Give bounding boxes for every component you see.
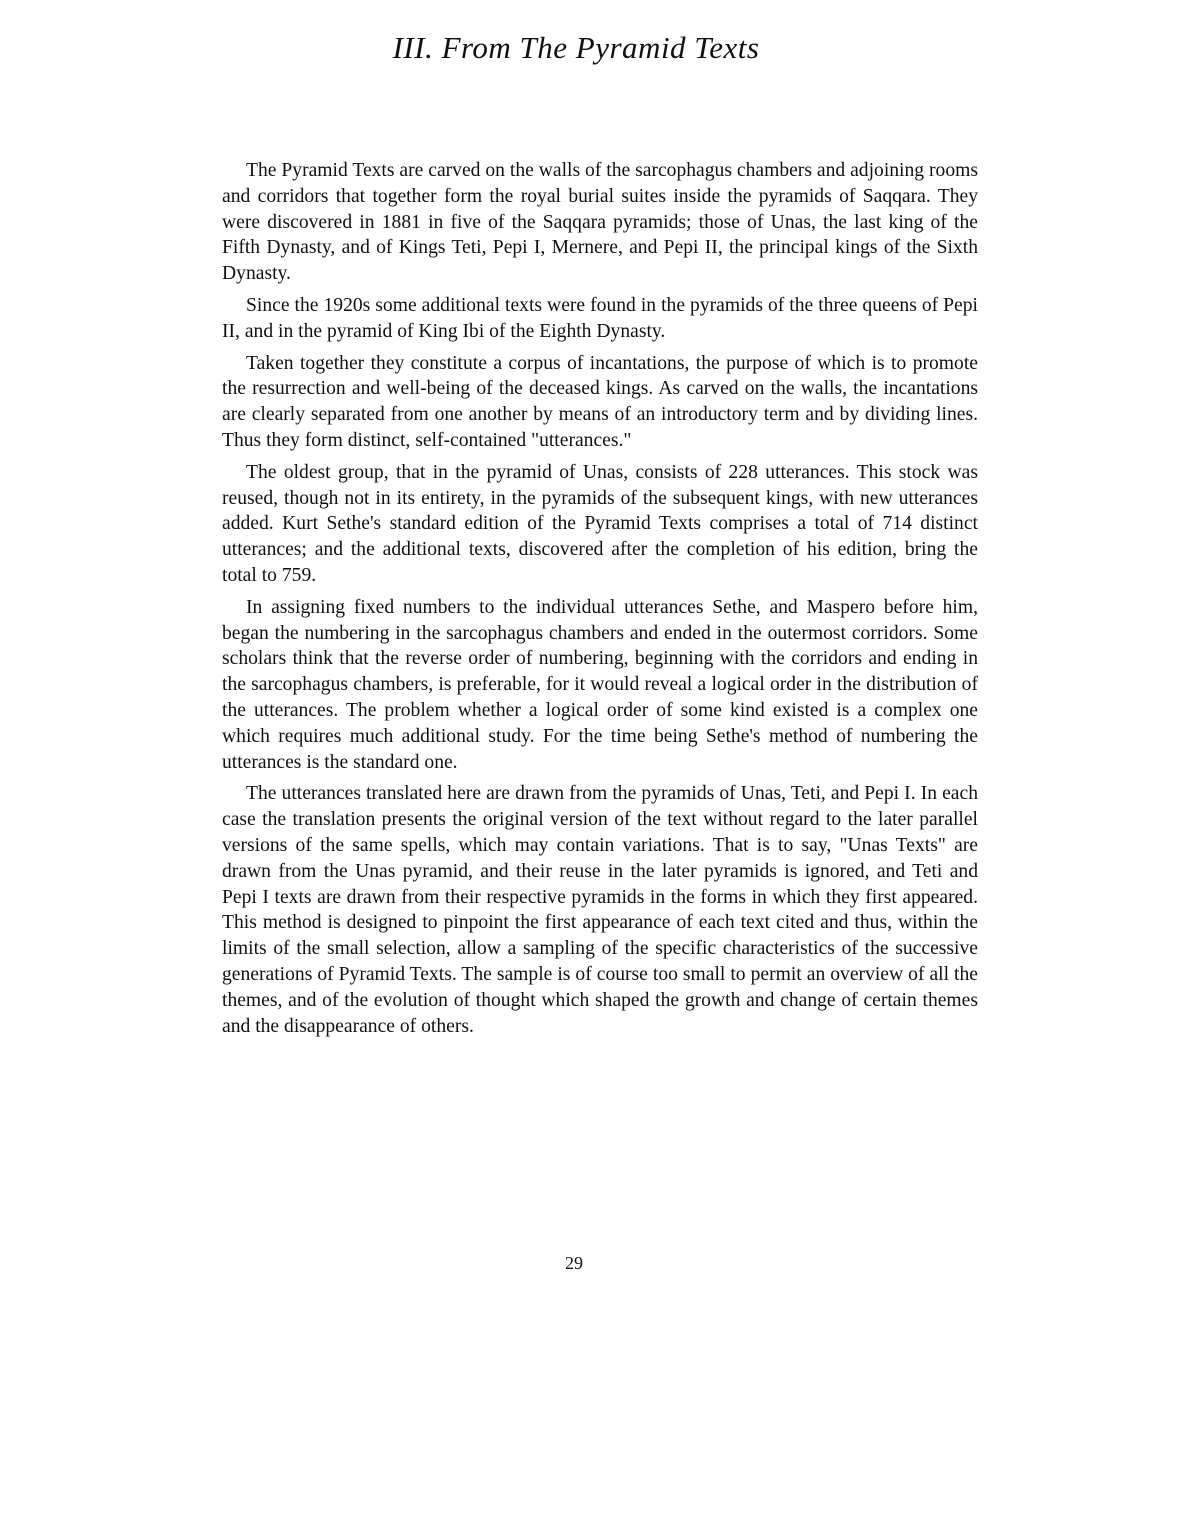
paragraph-1: The Pyramid Texts are carved on the walls of the sarcophagus chambers and adjoining rooms and corridors that together form the royal burial suites inside the pyramids of Saqqara. They were discovered in 1881 in five of the Saqqara pyramids; those of Unas, the last king of the Fifth Dynasty, and of Kings Teti, Pepi I, Mernere, and Pepi II, the principal kings of the Sixth Dynasty. [222,160,978,285]
paragraph-6: The utterances translated here are drawn from the pyramids of Unas, Teti, and Pepi I. In each case the translation presents the original version of the text without regard to the later parallel versions of the same spells, which may contain variations. That is to say, "Unas Texts" are drawn from the Unas pyramid, and their reuse in the later pyramids is ignored, and Teti and Pepi I texts are drawn from their respective pyramids in the forms in which they first appeared. This method is designed to pinpoint the first appearance of each text cited and thus, within the limits of the small selection, allow a sampling of the specific characteristics of the successive generations of Pyramid Texts. The sample is of course too small to permit an overview of all the themes, and of the evolution of thought which shaped the growth and change of certain themes and the disappearance of others. [222,783,978,1037]
paragraph-3: Taken together they constitute a corpus of incantations, the purpose of which is to promote the resurrection and well-being of the deceased kings. As carved on the walls, the incantations are clearly separated from one another by means of an introductory term and by dividing lines. Thus they form distinct, self-contained "utterances." [222,352,978,451]
body-text [222,158,978,1045]
chapter-title: III. From The Pyramid Texts [392,30,760,65]
paragraph-2: Since the 1920s some additional texts were found in the pyramids of the three queens of Pepi II, and in the pyramid of King Ibi of the Eighth Dynasty. [222,294,978,342]
page-number: 29 [565,1253,583,1273]
paragraph-5: In assigning fixed numbers to the individual utterances Sethe, and Maspero before him, began the numbering in the sarcophagus chambers and ended in the outermost corridors. Some scholars think that the reverse order of numbering, beginning with the corridors and ending in the sarcophagus chambers, is preferable, for it would reveal a logical order in the distribution of the utterances. The problem whether a logical order of some kind existed is a complex one which requires much additional study. For the time being Sethe's method of numbering the utterances is the standard one. [222,596,978,773]
paragraph-4: The oldest group, that in the pyramid of Unas, consists of 228 utterances. This stock was reused, though not in its entirety, in the pyramids of the subsequent kings, with new utterances added. Kurt Sethe's standard edition of the Pyramid Texts comprises a total of 714 distinct utterances; and the additional texts, discovered after the completion of his edition, bring the total to 759. [222,461,978,586]
